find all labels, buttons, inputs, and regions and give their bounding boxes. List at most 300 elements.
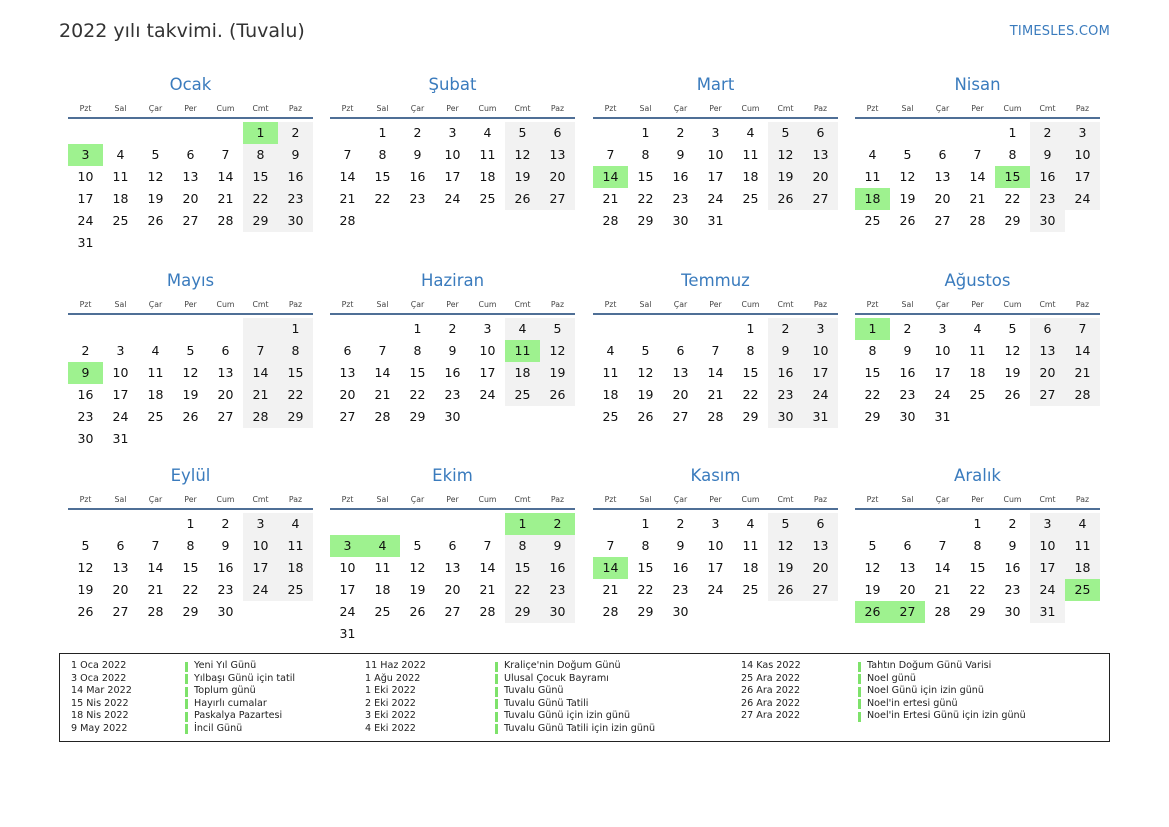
day-cell[interactable]: 15: [742, 365, 759, 380]
day-cell[interactable]: 31: [707, 213, 724, 228]
day-cell[interactable]: 22: [637, 582, 654, 597]
day-cell[interactable]: 26: [182, 409, 199, 424]
day-cell[interactable]: 4: [746, 516, 755, 531]
day-cell[interactable]: 2: [81, 343, 90, 358]
day-cell[interactable]: 29: [864, 409, 881, 424]
day-cell[interactable]: 18: [505, 362, 540, 384]
brand-link[interactable]: TIMESLES.COM: [1009, 24, 1110, 39]
day-cell[interactable]: 28: [602, 213, 619, 228]
day-cell[interactable]: 29: [409, 409, 426, 424]
day-cell[interactable]: 1: [243, 122, 278, 144]
day-cell[interactable]: 11: [479, 147, 496, 162]
day-cell[interactable]: 20: [540, 166, 575, 188]
day-cell[interactable]: 2: [903, 321, 912, 336]
day-cell[interactable]: 19: [899, 191, 916, 206]
day-cell[interactable]: 21: [339, 191, 356, 206]
day-cell[interactable]: 2: [278, 122, 313, 144]
day-cell[interactable]: 16: [444, 365, 461, 380]
day-cell[interactable]: 11: [278, 535, 313, 557]
day-cell[interactable]: 10: [1030, 535, 1065, 557]
day-cell[interactable]: 24: [479, 387, 496, 402]
day-cell[interactable]: 28: [339, 213, 356, 228]
day-cell[interactable]: 6: [1030, 318, 1065, 340]
day-cell[interactable]: 8: [278, 340, 313, 362]
day-cell[interactable]: 4: [116, 147, 125, 162]
day-cell[interactable]: 13: [934, 169, 951, 184]
day-cell[interactable]: 14: [147, 560, 164, 575]
day-cell[interactable]: 11: [1065, 535, 1100, 557]
day-cell[interactable]: 31: [803, 406, 838, 428]
day-cell[interactable]: 7: [221, 147, 230, 162]
day-cell[interactable]: 16: [768, 362, 803, 384]
day-cell[interactable]: 3: [68, 144, 103, 166]
day-cell[interactable]: 1: [641, 516, 650, 531]
day-cell[interactable]: 19: [540, 362, 575, 384]
day-cell[interactable]: 27: [803, 579, 838, 601]
day-cell[interactable]: 3: [711, 516, 720, 531]
day-cell[interactable]: 1: [855, 318, 890, 340]
day-cell[interactable]: 19: [182, 387, 199, 402]
day-cell[interactable]: 26: [77, 604, 94, 619]
day-cell[interactable]: 19: [768, 557, 803, 579]
day-cell[interactable]: 14: [1065, 340, 1100, 362]
day-cell[interactable]: 13: [112, 560, 129, 575]
day-cell[interactable]: 8: [243, 144, 278, 166]
day-cell[interactable]: 24: [77, 213, 94, 228]
day-cell[interactable]: 21: [243, 384, 278, 406]
day-cell[interactable]: 19: [77, 582, 94, 597]
day-cell[interactable]: 30: [899, 409, 916, 424]
day-cell[interactable]: 1: [973, 516, 982, 531]
day-cell[interactable]: 17: [77, 191, 94, 206]
day-cell[interactable]: 5: [186, 343, 195, 358]
day-cell[interactable]: 26: [768, 579, 803, 601]
day-cell[interactable]: 16: [409, 169, 426, 184]
day-cell[interactable]: 19: [637, 387, 654, 402]
day-cell[interactable]: 18: [374, 582, 391, 597]
day-cell[interactable]: 30: [217, 604, 234, 619]
day-cell[interactable]: 17: [339, 582, 356, 597]
day-cell[interactable]: 27: [934, 213, 951, 228]
day-cell[interactable]: 4: [483, 125, 492, 140]
day-cell[interactable]: 5: [151, 147, 160, 162]
day-cell[interactable]: 5: [413, 538, 422, 553]
day-cell[interactable]: 15: [182, 560, 199, 575]
day-cell[interactable]: 13: [803, 144, 838, 166]
day-cell[interactable]: 20: [112, 582, 129, 597]
day-cell[interactable]: 30: [1004, 604, 1021, 619]
day-cell[interactable]: 3: [803, 318, 838, 340]
day-cell[interactable]: 5: [641, 343, 650, 358]
day-cell[interactable]: 24: [803, 384, 838, 406]
day-cell[interactable]: 8: [186, 538, 195, 553]
day-cell[interactable]: 23: [768, 384, 803, 406]
day-cell[interactable]: 10: [934, 343, 951, 358]
day-cell[interactable]: 8: [641, 147, 650, 162]
day-cell[interactable]: 6: [676, 343, 685, 358]
day-cell[interactable]: 2: [540, 513, 575, 535]
day-cell[interactable]: 25: [112, 213, 129, 228]
day-cell[interactable]: 12: [768, 144, 803, 166]
day-cell[interactable]: 3: [243, 513, 278, 535]
day-cell[interactable]: 13: [540, 144, 575, 166]
day-cell[interactable]: 3: [938, 321, 947, 336]
day-cell[interactable]: 8: [505, 535, 540, 557]
day-cell[interactable]: 24: [444, 191, 461, 206]
day-cell[interactable]: 10: [1065, 144, 1100, 166]
day-cell[interactable]: 4: [505, 318, 540, 340]
day-cell[interactable]: 15: [243, 166, 278, 188]
day-cell[interactable]: 27: [339, 409, 356, 424]
day-cell[interactable]: 24: [339, 604, 356, 619]
day-cell[interactable]: 22: [278, 384, 313, 406]
day-cell[interactable]: 1: [413, 321, 422, 336]
day-cell[interactable]: 4: [365, 535, 400, 557]
day-cell[interactable]: 5: [505, 122, 540, 144]
day-cell[interactable]: 3: [1065, 122, 1100, 144]
day-cell[interactable]: 7: [711, 343, 720, 358]
day-cell[interactable]: 24: [1030, 579, 1065, 601]
day-cell[interactable]: 15: [505, 557, 540, 579]
day-cell[interactable]: 8: [746, 343, 755, 358]
day-cell[interactable]: 11: [742, 538, 759, 553]
day-cell[interactable]: 15: [969, 560, 986, 575]
day-cell[interactable]: 14: [593, 166, 628, 188]
day-cell[interactable]: 3: [1030, 513, 1065, 535]
day-cell[interactable]: 22: [182, 582, 199, 597]
day-cell[interactable]: 27: [112, 604, 129, 619]
day-cell[interactable]: 2: [768, 318, 803, 340]
day-cell[interactable]: 16: [540, 557, 575, 579]
day-cell[interactable]: 11: [147, 365, 164, 380]
day-cell[interactable]: 28: [243, 406, 278, 428]
day-cell[interactable]: 24: [707, 582, 724, 597]
day-cell[interactable]: 6: [903, 538, 912, 553]
day-cell[interactable]: 9: [676, 147, 685, 162]
day-cell[interactable]: 26: [147, 213, 164, 228]
day-cell[interactable]: 22: [637, 191, 654, 206]
day-cell[interactable]: 13: [339, 365, 356, 380]
day-cell[interactable]: 11: [602, 365, 619, 380]
day-cell[interactable]: 22: [243, 188, 278, 210]
day-cell[interactable]: 2: [448, 321, 457, 336]
day-cell[interactable]: 21: [147, 582, 164, 597]
day-cell[interactable]: 1: [641, 125, 650, 140]
day-cell[interactable]: 18: [479, 169, 496, 184]
day-cell[interactable]: 23: [77, 409, 94, 424]
day-cell[interactable]: 12: [637, 365, 654, 380]
day-cell[interactable]: 25: [864, 213, 881, 228]
day-cell[interactable]: 31: [339, 626, 356, 641]
day-cell[interactable]: 21: [969, 191, 986, 206]
day-cell[interactable]: 12: [1004, 343, 1021, 358]
day-cell[interactable]: 13: [1030, 340, 1065, 362]
day-cell[interactable]: 1: [746, 321, 755, 336]
day-cell[interactable]: 14: [479, 560, 496, 575]
day-cell[interactable]: 7: [938, 538, 947, 553]
day-cell[interactable]: 27: [1030, 384, 1065, 406]
day-cell[interactable]: 14: [339, 169, 356, 184]
day-cell[interactable]: 26: [1004, 387, 1021, 402]
day-cell[interactable]: 14: [593, 557, 628, 579]
day-cell[interactable]: 16: [1004, 560, 1021, 575]
day-cell[interactable]: 20: [1030, 362, 1065, 384]
day-cell[interactable]: 11: [374, 560, 391, 575]
day-cell[interactable]: 1: [186, 516, 195, 531]
day-cell[interactable]: 20: [803, 166, 838, 188]
day-cell[interactable]: 21: [217, 191, 234, 206]
day-cell[interactable]: 10: [339, 560, 356, 575]
day-cell[interactable]: 20: [339, 387, 356, 402]
day-cell[interactable]: 19: [864, 582, 881, 597]
day-cell[interactable]: 16: [217, 560, 234, 575]
day-cell[interactable]: 2: [676, 516, 685, 531]
day-cell[interactable]: 6: [343, 343, 352, 358]
day-cell[interactable]: 18: [742, 169, 759, 184]
day-cell[interactable]: 7: [243, 340, 278, 362]
day-cell[interactable]: 7: [343, 147, 352, 162]
day-cell[interactable]: 27: [672, 409, 689, 424]
day-cell[interactable]: 27: [540, 188, 575, 210]
day-cell[interactable]: 6: [803, 122, 838, 144]
day-cell[interactable]: 30: [444, 409, 461, 424]
day-cell[interactable]: 6: [448, 538, 457, 553]
day-cell[interactable]: 9: [448, 343, 457, 358]
day-cell[interactable]: 14: [217, 169, 234, 184]
day-cell[interactable]: 28: [934, 604, 951, 619]
day-cell[interactable]: 25: [742, 191, 759, 206]
day-cell[interactable]: 18: [112, 191, 129, 206]
day-cell[interactable]: 28: [217, 213, 234, 228]
day-cell[interactable]: 23: [672, 191, 689, 206]
day-cell[interactable]: 11: [742, 147, 759, 162]
day-cell[interactable]: 16: [1030, 166, 1065, 188]
day-cell[interactable]: 10: [77, 169, 94, 184]
day-cell[interactable]: 9: [1030, 144, 1065, 166]
day-cell[interactable]: 9: [68, 362, 103, 384]
day-cell[interactable]: 20: [444, 582, 461, 597]
day-cell[interactable]: 7: [606, 538, 615, 553]
day-cell[interactable]: 7: [606, 147, 615, 162]
day-cell[interactable]: 11: [864, 169, 881, 184]
day-cell[interactable]: 11: [112, 169, 129, 184]
day-cell[interactable]: 5: [868, 538, 877, 553]
day-cell[interactable]: 8: [641, 538, 650, 553]
day-cell[interactable]: 25: [479, 191, 496, 206]
day-cell[interactable]: 5: [768, 122, 803, 144]
day-cell[interactable]: 8: [868, 343, 877, 358]
day-cell[interactable]: 17: [707, 169, 724, 184]
day-cell[interactable]: 29: [637, 213, 654, 228]
day-cell[interactable]: 6: [938, 147, 947, 162]
day-cell[interactable]: 26: [409, 604, 426, 619]
day-cell[interactable]: 17: [112, 387, 129, 402]
day-cell[interactable]: 6: [540, 122, 575, 144]
day-cell[interactable]: 8: [413, 343, 422, 358]
day-cell[interactable]: 18: [602, 387, 619, 402]
day-cell[interactable]: 19: [409, 582, 426, 597]
day-cell[interactable]: 17: [707, 560, 724, 575]
day-cell[interactable]: 22: [864, 387, 881, 402]
day-cell[interactable]: 18: [855, 188, 890, 210]
day-cell[interactable]: 28: [374, 409, 391, 424]
day-cell[interactable]: 3: [330, 535, 365, 557]
day-cell[interactable]: 10: [707, 538, 724, 553]
day-cell[interactable]: 26: [505, 188, 540, 210]
day-cell[interactable]: 21: [1065, 362, 1100, 384]
day-cell[interactable]: 5: [903, 147, 912, 162]
day-cell[interactable]: 18: [147, 387, 164, 402]
day-cell[interactable]: 20: [217, 387, 234, 402]
day-cell[interactable]: 9: [278, 144, 313, 166]
day-cell[interactable]: 8: [1008, 147, 1017, 162]
day-cell[interactable]: 12: [77, 560, 94, 575]
day-cell[interactable]: 26: [768, 188, 803, 210]
day-cell[interactable]: 23: [1030, 188, 1065, 210]
day-cell[interactable]: 14: [374, 365, 391, 380]
day-cell[interactable]: 21: [374, 387, 391, 402]
day-cell[interactable]: 4: [1065, 513, 1100, 535]
day-cell[interactable]: 22: [1004, 191, 1021, 206]
day-cell[interactable]: 23: [540, 579, 575, 601]
day-cell[interactable]: 17: [444, 169, 461, 184]
day-cell[interactable]: 3: [448, 125, 457, 140]
day-cell[interactable]: 30: [768, 406, 803, 428]
day-cell[interactable]: 23: [899, 387, 916, 402]
day-cell[interactable]: 21: [479, 582, 496, 597]
day-cell[interactable]: 29: [637, 604, 654, 619]
day-cell[interactable]: 13: [182, 169, 199, 184]
day-cell[interactable]: 30: [77, 431, 94, 446]
day-cell[interactable]: 30: [672, 213, 689, 228]
day-cell[interactable]: 23: [217, 582, 234, 597]
day-cell[interactable]: 21: [602, 191, 619, 206]
day-cell[interactable]: 14: [707, 365, 724, 380]
day-cell[interactable]: 12: [182, 365, 199, 380]
day-cell[interactable]: 25: [147, 409, 164, 424]
day-cell[interactable]: 15: [409, 365, 426, 380]
day-cell[interactable]: 24: [707, 191, 724, 206]
day-cell[interactable]: 10: [112, 365, 129, 380]
day-cell[interactable]: 19: [768, 166, 803, 188]
day-cell[interactable]: 23: [444, 387, 461, 402]
day-cell[interactable]: 10: [444, 147, 461, 162]
day-cell[interactable]: 5: [81, 538, 90, 553]
day-cell[interactable]: 28: [147, 604, 164, 619]
day-cell[interactable]: 31: [77, 235, 94, 250]
day-cell[interactable]: 26: [540, 384, 575, 406]
day-cell[interactable]: 17: [803, 362, 838, 384]
day-cell[interactable]: 1: [378, 125, 387, 140]
day-cell[interactable]: 28: [969, 213, 986, 228]
day-cell[interactable]: 27: [182, 213, 199, 228]
day-cell[interactable]: 21: [602, 582, 619, 597]
day-cell[interactable]: 4: [151, 343, 160, 358]
day-cell[interactable]: 29: [278, 406, 313, 428]
day-cell[interactable]: 16: [77, 387, 94, 402]
day-cell[interactable]: 29: [505, 601, 540, 623]
day-cell[interactable]: 4: [278, 513, 313, 535]
day-cell[interactable]: 18: [1065, 557, 1100, 579]
day-cell[interactable]: 17: [243, 557, 278, 579]
day-cell[interactable]: 15: [995, 166, 1030, 188]
day-cell[interactable]: 12: [147, 169, 164, 184]
day-cell[interactable]: 12: [768, 535, 803, 557]
day-cell[interactable]: 17: [479, 365, 496, 380]
day-cell[interactable]: 19: [1004, 365, 1021, 380]
day-cell[interactable]: 3: [711, 125, 720, 140]
day-cell[interactable]: 24: [112, 409, 129, 424]
day-cell[interactable]: 9: [413, 147, 422, 162]
day-cell[interactable]: 8: [378, 147, 387, 162]
day-cell[interactable]: 22: [969, 582, 986, 597]
day-cell[interactable]: 22: [742, 387, 759, 402]
day-cell[interactable]: 31: [934, 409, 951, 424]
day-cell[interactable]: 26: [855, 601, 890, 623]
day-cell[interactable]: 13: [803, 535, 838, 557]
day-cell[interactable]: 20: [934, 191, 951, 206]
day-cell[interactable]: 27: [444, 604, 461, 619]
day-cell[interactable]: 16: [278, 166, 313, 188]
day-cell[interactable]: 30: [1030, 210, 1065, 232]
day-cell[interactable]: 23: [1004, 582, 1021, 597]
day-cell[interactable]: 27: [890, 601, 925, 623]
day-cell[interactable]: 10: [803, 340, 838, 362]
day-cell[interactable]: 9: [676, 538, 685, 553]
day-cell[interactable]: 20: [899, 582, 916, 597]
day-cell[interactable]: 10: [479, 343, 496, 358]
day-cell[interactable]: 9: [903, 343, 912, 358]
day-cell[interactable]: 10: [707, 147, 724, 162]
day-cell[interactable]: 23: [278, 188, 313, 210]
day-cell[interactable]: 13: [444, 560, 461, 575]
day-cell[interactable]: 6: [221, 343, 230, 358]
day-cell[interactable]: 4: [973, 321, 982, 336]
day-cell[interactable]: 16: [672, 169, 689, 184]
day-cell[interactable]: 23: [409, 191, 426, 206]
day-cell[interactable]: 27: [803, 188, 838, 210]
day-cell[interactable]: 26: [637, 409, 654, 424]
day-cell[interactable]: 25: [742, 582, 759, 597]
day-cell[interactable]: 17: [1065, 166, 1100, 188]
day-cell[interactable]: 18: [969, 365, 986, 380]
day-cell[interactable]: 15: [864, 365, 881, 380]
day-cell[interactable]: 9: [768, 340, 803, 362]
day-cell[interactable]: 1: [1008, 125, 1017, 140]
day-cell[interactable]: 12: [409, 560, 426, 575]
day-cell[interactable]: 31: [112, 431, 129, 446]
day-cell[interactable]: 17: [1030, 557, 1065, 579]
day-cell[interactable]: 25: [278, 579, 313, 601]
day-cell[interactable]: 2: [1030, 122, 1065, 144]
day-cell[interactable]: 26: [899, 213, 916, 228]
day-cell[interactable]: 28: [479, 604, 496, 619]
day-cell[interactable]: 30: [540, 601, 575, 623]
day-cell[interactable]: 31: [1030, 601, 1065, 623]
day-cell[interactable]: 25: [1065, 579, 1100, 601]
day-cell[interactable]: 8: [973, 538, 982, 553]
day-cell[interactable]: 29: [1004, 213, 1021, 228]
day-cell[interactable]: 15: [374, 169, 391, 184]
day-cell[interactable]: 18: [278, 557, 313, 579]
day-cell[interactable]: 4: [746, 125, 755, 140]
day-cell[interactable]: 28: [1065, 384, 1100, 406]
day-cell[interactable]: 9: [540, 535, 575, 557]
day-cell[interactable]: 25: [969, 387, 986, 402]
day-cell[interactable]: 19: [505, 166, 540, 188]
day-cell[interactable]: 9: [1008, 538, 1017, 553]
day-cell[interactable]: 15: [637, 560, 654, 575]
